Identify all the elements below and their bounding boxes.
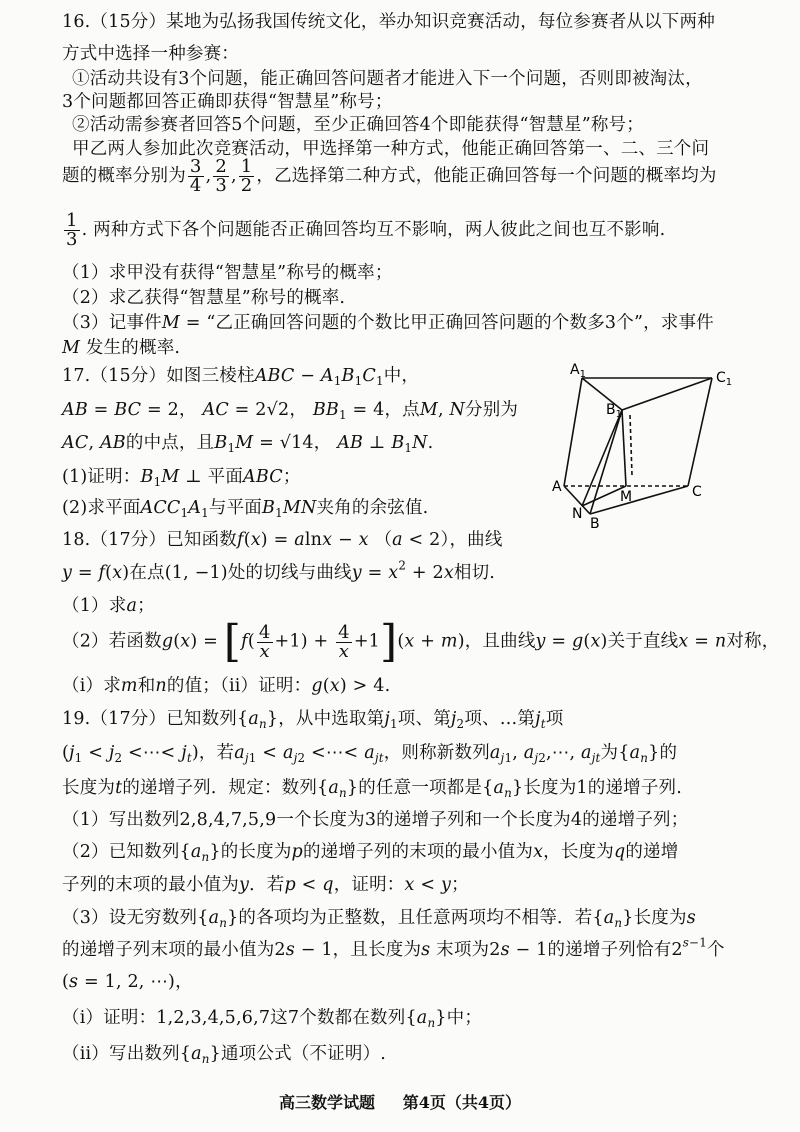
q16-part1: （1）求甲没有获得“智慧星”称号的概率； bbox=[62, 263, 393, 283]
q16-line2: 方式中选择一种参赛： bbox=[62, 44, 239, 64]
q18-part3: （i）求m和n的值；（ii）证明：g(x) > 4. bbox=[62, 676, 391, 696]
q17-part2: (2)求平面$ACC_1A_1$与平面$B_1MN$夹角的余弦值. bbox=[62, 498, 429, 521]
label-a: A bbox=[552, 479, 562, 495]
q19-line3: 长度为t的递增子列．规定：数列$\{a_n\}$的任意一项都是$\{a_n\}$长度为1的递增子列. bbox=[62, 778, 683, 801]
fraction-2-3: $\frac{2}{3}$ bbox=[215, 156, 227, 196]
q18-line1: 18.（17分）已知函数f(x) = alnx − x （a < 2），曲线 bbox=[62, 530, 503, 550]
q18-line2: y = f(x)在点(1, −1)处的切线与曲线$y = x^2 + 2x$相切. bbox=[62, 558, 496, 583]
label-b1: $B_1$ bbox=[606, 402, 622, 420]
fraction-1-3: $\frac{1}{3}$ bbox=[66, 210, 78, 250]
q19-line1: 19.（17分）已知数列$\{a_n\}$，从中选取第$j_1$项、第$j_2$项、…第$j_t$项 bbox=[62, 709, 564, 732]
q17-part1: (1)证明：$B_1M$ ⊥ 平面ABC； bbox=[62, 467, 301, 490]
q19-part3: （3）设无穷数列$\{a_n\}$的各项均为正整数，且任意两项均不相等．若$\{a_n\}$长度为s bbox=[62, 908, 696, 931]
q17-line2: AB = BC = 2， AC = 2√2， $BB_1 = 4$，点M, N分别为 bbox=[62, 400, 519, 423]
label-n: N bbox=[572, 506, 583, 522]
q18-part2: （2）若函数g(x) = [f( $\frac{4}{x}$ +1) + $\frac{4}{x}$ +1](x + m)，且曲线y = g(x)关于直线x = n对称， bbox=[62, 616, 780, 667]
q19-part2: （2）已知数列$\{a_n\}$的长度为p的递增子列的末项的最小值为x，长度为q的递增 bbox=[62, 842, 679, 865]
fraction-3-4: $\frac{3}{4}$ bbox=[189, 156, 202, 196]
q16-line1: 16.（15分）某地为弘扬我国传统文化，举办知识竞赛活动，每位参赛者从以下两种 bbox=[62, 12, 715, 32]
q16-line6: 甲乙两人参加此次竞赛活动，甲选择第一种方式，他能正确回答第一、二、三个问 bbox=[72, 139, 710, 159]
label-m: M bbox=[620, 489, 633, 505]
q16-line3: ①活动共设有3个问题，能正确回答问题者才能进入下一个问题，否则即被淘汰， bbox=[72, 69, 703, 89]
label-b: B bbox=[590, 516, 600, 530]
label-a1: $A_1$ bbox=[570, 362, 586, 380]
page-footer: 高三数学试题 第4页（共4页） bbox=[278, 1093, 522, 1112]
q19-part2-cont: 子列的末项的最小值为y．若p < q，证明：x < y； bbox=[62, 875, 469, 895]
q16-line7: 题的概率分别为 $\frac{3}{4}$ , $\frac{2}{3}$ , $\frac{1}{2}$ ，乙选择第二种方式，他能正确回答每一个问题的概率均为 bbox=[62, 156, 717, 196]
q16-line5: ②活动需参赛者回答5个问题，至少正确回答4个即能获得“智慧星”称号； bbox=[72, 115, 644, 135]
label-c1: $C_1$ bbox=[716, 370, 733, 388]
q18-part1: （1）求a； bbox=[62, 596, 155, 616]
q19-part1: （1）写出数列2,8,4,7,5,9一个长度为3的递增子列和一个长度为4的递增子列； bbox=[62, 810, 689, 830]
q19-line2: ($j_1 < j_2$ <⋯< $j_t$)，若$a_{j1} < a_{j2}$ <⋯< $a_{jt}$，则称新数列$a_{j1}$, $a_{j2},\cdots$, $a_{jt}$为$\{a_n\}$的 bbox=[62, 743, 678, 766]
label-c: C bbox=[692, 484, 702, 500]
q19-part3-s: (s = 1, 2, ⋯)， bbox=[62, 972, 193, 992]
q19-part3-i: （i）证明：1,2,3,4,5,6,7这7个数都在数列$\{a_n\}$中； bbox=[62, 1008, 483, 1031]
q17-line3: AC, AB的中点，且$B_1M = √14$， AB ⊥ $B_1N$. bbox=[62, 433, 434, 456]
fraction-1-2: $\frac{1}{2}$ bbox=[240, 156, 253, 196]
q17-line1: 17.（15分）如图三棱柱ABC − $A_1B_1C_1$中， bbox=[62, 366, 420, 389]
q16-line8: $\frac{1}{3}$ . 两种方式下各个问题能否正确回答均互不影响，两人彼此之间也互不影响. bbox=[66, 210, 666, 250]
q19-part3-ii: （ii）写出数列$\{a_n\}$通项公式（不证明）. bbox=[62, 1044, 387, 1067]
prism-figure bbox=[550, 360, 750, 530]
q16-part3-cont: M 发生的概率. bbox=[62, 338, 181, 358]
q16-part2: （2）求乙获得“智慧星”称号的概率. bbox=[62, 288, 346, 308]
q16-part3: （3）记事件M = “乙正确回答问题的个数比甲正确回答问题的个数多3个”，求事件 bbox=[62, 313, 714, 333]
q19-part3-cont: 的递增子列末项的最小值为2s − 1，且长度为s 末项为2s − 1的递增子列恰有$2^{s-1}$个 bbox=[62, 935, 725, 960]
q16-line4: 3个问题都回答正确即获得“智慧星”称号； bbox=[62, 92, 393, 112]
